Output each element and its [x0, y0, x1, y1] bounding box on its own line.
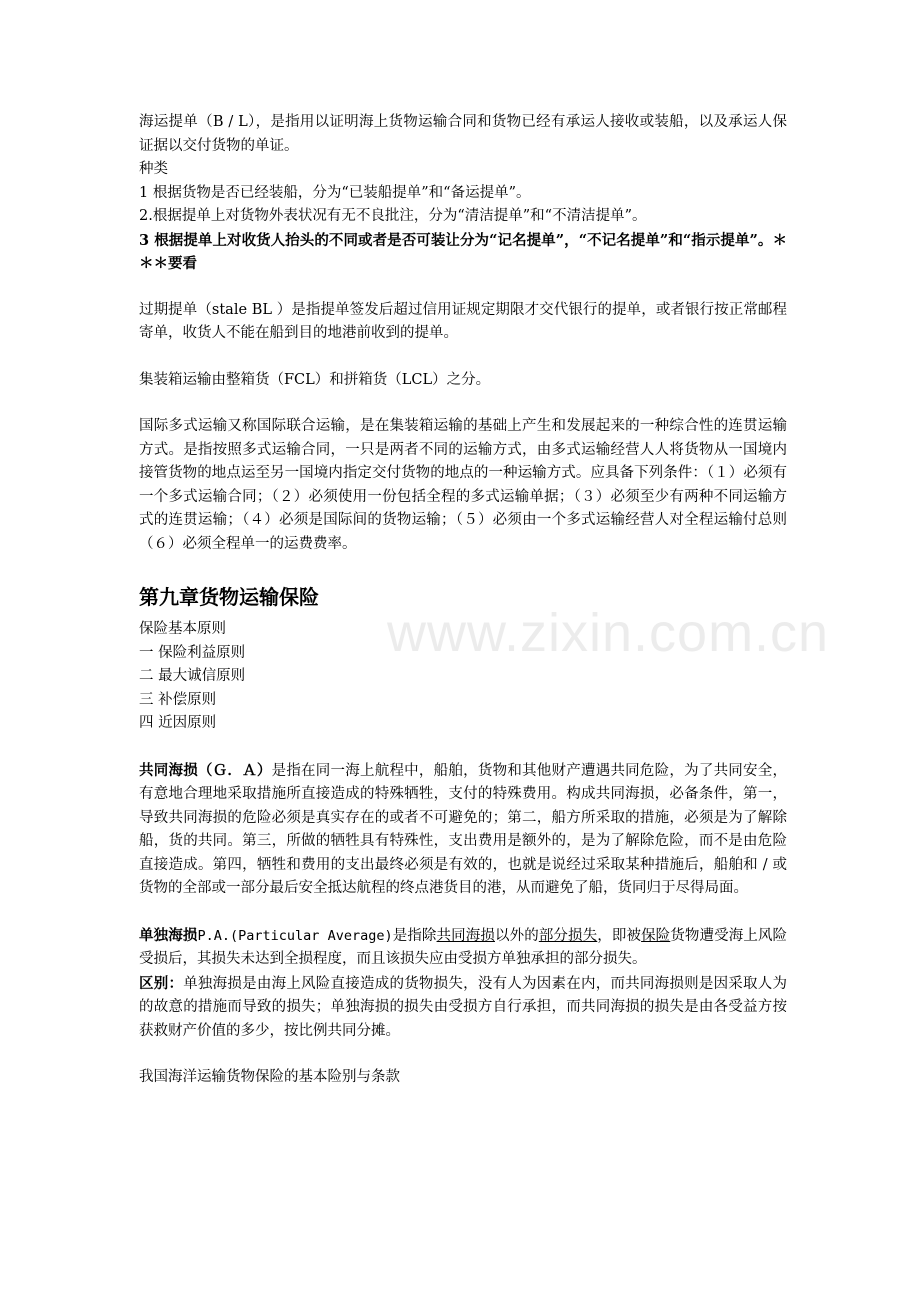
principle-item: 二 最大诚信原则 [139, 668, 246, 684]
pa-text-4: 货物遭受海上风险受损后，其损失未达到全损程度，而且该损失应由受损方单独承担的部分损失。 [139, 927, 788, 967]
pa-text-3: ，即被 [597, 927, 642, 944]
general-average-paragraph [139, 759, 787, 901]
types-label: 种类 [139, 161, 168, 177]
particular-average-abbr: P.A.(Particular Average) [197, 927, 393, 944]
stale-bl-paragraph: 过期提单（stale BL ）是指提单签发后超过信用证规定期限才交代银行的提单，或者银行按正常邮程寄单，收货人不能在船到目的地港前收到的提单。 [139, 301, 787, 341]
type-item-3: 3 根据提单上对收货人抬头的不同或者是否可装让分为“记名提单”，“不记名提单”和“指示提单”。＊＊＊要看 [139, 231, 787, 272]
principles-label: 保险基本原则 [139, 621, 226, 637]
principle-item: 四 近因原则 [139, 715, 217, 731]
link-general-average[interactable]: 共同海损 [436, 927, 495, 944]
difference-paragraph [139, 972, 787, 1044]
pa-text-1: 是指除 [392, 927, 437, 944]
link-partial-loss[interactable]: 部分损失 [538, 927, 598, 944]
principle-item: 三 补偿原则 [139, 691, 217, 708]
watermark: www.zixin.com.cn [387, 603, 830, 663]
bill-of-lading-definition: 海运提单（B / L），是指用以证明海上货物运输合同和货物已经有承运人接收或装船，以及承运人保证据以交付货物的单证。 [139, 114, 787, 154]
multimodal-paragraph: 国际多式运输又称国际联合运输，是在集装箱运输的基础上产生和发展起来的一种综合性的连贯运输方式。是指按照多式运输合同，一只是两者不同的运输方式，由多式运输经营人人将货物从一国境内接管货物的地点运至另一国境内指定交付货物的地点的一种运输方式。应具备下列条件：（１）必须有一个多式运输合同；（２）必须使用一份包括全程的多式运输单据；（３）必须至少有两种不同运输方式的连贯运输；（４）必须是国际间的货物运输；（５）必须由一个多式运输经营人对全程运输付总则（６）必须全程单一的运费费率。 [139, 418, 787, 552]
principle-item: 一 保险利益原则 [139, 644, 246, 661]
pa-text-2: 以外的 [494, 927, 539, 944]
document-body [139, 111, 787, 1090]
general-average-term: 共同海损（Ｇ．Ａ） [139, 761, 272, 779]
general-average-text: 是指在同一海上航程中，船舶，货物和其他财产遭遇共同危险，为了共同安全，有意地合理地采取措施所直接造成的特殊牺牲，支付的特殊费用。构成共同海损，必备条件，第一，导致共同海损的危险必须是真实存在的或者不可避免的；第二，船方所采取的措施，必须是为了解除船，货的共同。第三，所做的牺牲具有特殊性，支出费用是额外的，是为了解除危险，而不是由危险直接造成。第四，牺牲和费用的支出最终必须是有效的，也就是说经过采取某种措施后，船舶和 / 或货物的全部或一部分最后安全抵达航程的终点港货目的港，从而避免了船，货同归于尽得局面。 [139, 762, 787, 896]
type-item-1: 1 根据货物是否已经装船，分为“已装船提单”和“备运提单”。 [139, 184, 531, 201]
particular-average-term: 单独海损 [139, 926, 198, 944]
link-insurance[interactable]: 保险 [641, 927, 671, 944]
type-item-2: 2.根据提单上对货物外表状况有无不良批注，分为“清洁提单”和“不清洁提单”。 [139, 208, 647, 224]
container-paragraph: 集装箱运输由整箱货（FCL）和拼箱货（LCL）之分。 [139, 371, 491, 388]
particular-average-paragraph [139, 924, 787, 972]
difference-text: 单独海损是由海上风险直接造成的货物损失，没有人为因素在内，而共同海损则是因采取人为的故意的措施而导致的损失；单独海损的损失由受损方自行承担，而共同海损的损失是由各受益方按获救财产价值的多少，按比例共同分摊。 [139, 975, 788, 1039]
last-line: 我国海洋运输货物保险的基本险别与条款 [139, 1069, 400, 1085]
chapter-title: 第九章货物运输保险 [139, 585, 319, 609]
difference-label: 区别： [139, 974, 184, 992]
